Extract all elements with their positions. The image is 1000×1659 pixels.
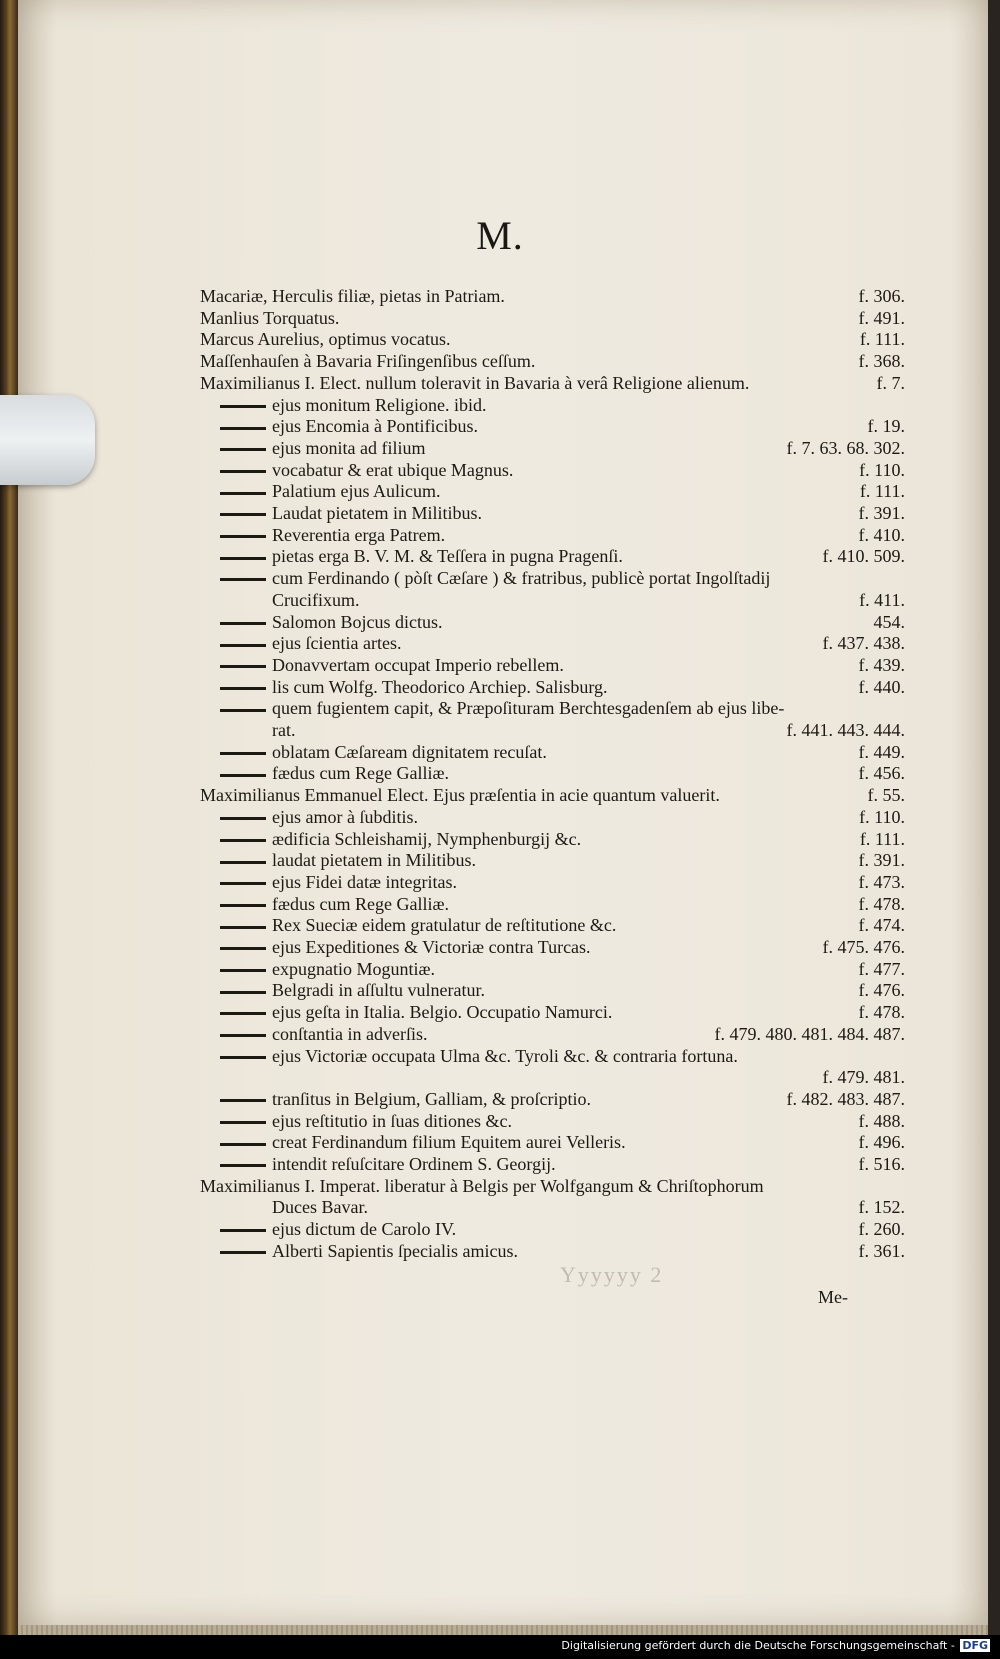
folio-reference: f. 110. <box>859 459 905 480</box>
entry-text: Maximilianus Emmanuel Elect. Ejus præſentia in acie quantum valuerit. <box>200 785 720 806</box>
index-entry <box>200 481 905 505</box>
folio-reference: f. 491. <box>858 307 905 328</box>
ditto-dash <box>220 665 266 668</box>
folio-reference: f. 473. <box>858 871 905 892</box>
footer-credit <box>561 1639 990 1652</box>
folio-reference: f. 488. <box>858 1110 905 1131</box>
ditto-dash <box>220 709 266 712</box>
ditto-dash <box>220 817 266 820</box>
folio-reference: f. 478. <box>858 893 905 914</box>
entry-text: Maximilianus I. Elect. nullum toleravit in Bavaria à verâ Religione alienum. <box>200 372 750 393</box>
folio-reference: f. 260. <box>858 1219 905 1240</box>
ditto-dash <box>220 882 266 885</box>
entry-text: Alberti Sapientis ſpecialis amicus. <box>272 1240 518 1261</box>
entry-text: cum Ferdinando ( pòſt Cæſare ) & fratribus, publicè portat Ingolſtadij <box>272 568 771 589</box>
index-entry <box>200 351 905 375</box>
index-entry <box>200 1002 905 1026</box>
folio-reference: f. 474. <box>858 915 905 936</box>
ditto-dash <box>220 470 266 473</box>
folio-reference: f. 410. 509. <box>822 546 905 567</box>
ditto-dash <box>220 535 266 538</box>
index-entry <box>200 1089 905 1113</box>
index-entry <box>200 503 905 527</box>
folio-reference: 454. <box>873 611 905 632</box>
entry-text: ejus Expeditiones & Victoriæ contra Turcas. <box>272 937 591 957</box>
folio-reference: f. 479. 481. <box>822 1067 905 1088</box>
ditto-dash <box>220 904 266 907</box>
dfg-logo: DFG <box>962 1639 988 1652</box>
entry-text: tranſitus in Belgium, Galliam, & proſcriptio. <box>272 1088 591 1109</box>
ditto-dash <box>220 1121 266 1124</box>
index-entry <box>200 612 905 636</box>
ditto-dash <box>220 405 266 408</box>
folio-reference: f. 152. <box>858 1197 905 1218</box>
entry-text: fædus cum Rege Galliæ. <box>272 763 449 784</box>
entry-text: ejus geſta in Italia. Belgio. Occupatio Namurci. <box>272 1002 613 1023</box>
entry-text: quem fugientem capit, & Præpoſituram Berchtesgadenſem ab ejus libe- <box>272 698 785 719</box>
folio-reference: f. 111. <box>859 828 905 849</box>
ditto-dash <box>220 492 266 495</box>
ditto-dash <box>220 644 266 647</box>
entry-text: Crucifixum. <box>272 589 360 610</box>
folio-reference: f. 391. <box>858 850 905 871</box>
index-entry <box>200 1241 905 1265</box>
entry-text: ejus monitum Religione. ibid. <box>272 394 487 415</box>
catchword: Me- <box>818 1287 848 1307</box>
ditto-dash <box>220 1143 266 1146</box>
entry-text: intendit reſuſcitare Ordinem S. Georgij. <box>272 1154 556 1174</box>
entry-text: Palatium ejus Aulicum. <box>272 481 441 502</box>
footer-bar <box>0 1635 1000 1659</box>
index-entry <box>200 329 905 353</box>
ditto-dash <box>220 1099 266 1102</box>
entry-text: ejus amor à ſubditis. <box>272 806 418 827</box>
index-entry <box>200 546 905 570</box>
folio-reference: f. 7. <box>876 372 905 393</box>
index-entry <box>200 894 905 918</box>
folio-reference: f. 441. 443. 444. <box>786 720 905 740</box>
index-entry <box>200 438 905 462</box>
entry-text: Macariæ, Herculis filiæ, pietas in Patriam. <box>200 286 505 306</box>
ditto-dash <box>220 774 266 777</box>
index-entry <box>200 1132 905 1156</box>
entry-text: Maſſenhauſen à Bavaria Friſingenſibus ceſſum. <box>200 351 536 372</box>
folio-reference: f. 449. <box>858 741 905 762</box>
entry-text: ejus Encomia à Pontificibus. <box>272 416 478 437</box>
folio-reference: f. 478. <box>858 1002 905 1023</box>
index-entry <box>200 655 905 679</box>
page-heading: M. <box>476 213 524 258</box>
index-entry <box>200 633 905 657</box>
index-entry <box>200 525 905 549</box>
ditto-dash <box>220 969 266 972</box>
entry-text: fædus cum Rege Galliæ. <box>272 893 449 914</box>
index-entry <box>200 677 905 701</box>
index-entry <box>200 1024 905 1048</box>
index-entry <box>200 373 905 397</box>
ditto-dash <box>220 427 266 430</box>
ditto-dash <box>220 578 266 581</box>
index-entry <box>200 872 905 896</box>
index-entry <box>200 590 905 614</box>
entry-text: ejus Fidei datæ integritas. <box>272 871 457 892</box>
footer-credit-text: Digitalisierung gefördert durch die Deutsche Forschungsgemeinschaft - <box>561 1639 955 1652</box>
index-entry <box>200 785 905 809</box>
index-entry <box>200 829 905 853</box>
index-entry <box>200 1219 905 1243</box>
index-entry <box>200 286 905 310</box>
folio-reference: f. 482. 483. 487. <box>786 1088 905 1109</box>
entry-text: ejus dictum de Carolo IV. <box>272 1219 457 1240</box>
ditto-dash <box>220 1229 266 1232</box>
index-entry <box>200 416 905 440</box>
folio-reference: f. 437. 438. <box>822 633 905 654</box>
folio-reference: f. 19. <box>867 416 905 437</box>
folio-reference: f. 439. <box>858 654 905 675</box>
ditto-dash <box>220 752 266 755</box>
folio-reference: f. 475. 476. <box>822 937 905 957</box>
ditto-dash <box>220 622 266 625</box>
entry-text: oblatam Cæſaream dignitatem recuſat. <box>272 741 547 762</box>
folio-reference: f. 111. <box>859 481 905 502</box>
index-entry <box>200 959 905 983</box>
ditto-dash <box>220 1034 266 1037</box>
ditto-dash <box>220 861 266 864</box>
entry-text: rat. <box>272 720 296 740</box>
entry-text: expugnatio Moguntiæ. <box>272 958 435 979</box>
entry-text: ejus ſcientia artes. <box>272 633 402 654</box>
bleed-through-signature: Yyyyyy 2 <box>560 1262 664 1287</box>
index-entry <box>200 980 905 1004</box>
index-entry <box>200 1154 905 1178</box>
ditto-dash <box>220 991 266 994</box>
index-entry <box>200 763 905 787</box>
index-entry <box>200 807 905 831</box>
folio-reference: f. 411. <box>859 589 905 610</box>
folio-reference: f. 110. <box>859 806 905 827</box>
entry-text: Rex Sueciæ eidem gratulatur de reſtitutione &c. <box>272 915 617 936</box>
entry-text: ejus Victoriæ occupata Ulma &c. Tyroli &c. & contraria fortuna. <box>272 1045 738 1066</box>
ditto-dash <box>220 839 266 842</box>
ditto-dash <box>220 1251 266 1254</box>
entry-text: Laudat pietatem in Militibus. <box>272 503 482 523</box>
index-entry <box>200 742 905 766</box>
index-entry <box>200 568 905 592</box>
index-entry <box>200 850 905 874</box>
page-stack-edge <box>18 1625 988 1635</box>
folio-reference: f. 476. <box>858 980 905 1001</box>
entry-text: Duces Bavar. <box>272 1197 368 1218</box>
scanner-clip <box>0 395 95 485</box>
entry-text: Marcus Aurelius, optimus vocatus. <box>200 329 451 350</box>
folio-reference: f. 391. <box>858 503 905 523</box>
entry-text: Maximilianus I. Imperat. liberatur à Belgis per Wolfgangum & Chriſtophorum <box>200 1175 764 1196</box>
index-entry <box>200 915 905 939</box>
folio-reference: f. 456. <box>858 763 905 784</box>
entry-text: creat Ferdinandum filium Equitem aurei Velleris. <box>272 1132 626 1153</box>
entry-text: Salomon Bojcus dictus. <box>272 611 443 632</box>
ditto-dash <box>220 947 266 950</box>
entry-text: conſtantia in adverſis. <box>272 1023 428 1044</box>
index-entry <box>200 1197 905 1221</box>
folio-reference: f. 440. <box>858 676 905 697</box>
folio-reference: f. 361. <box>858 1240 905 1261</box>
ditto-dash <box>220 448 266 451</box>
index-entry <box>200 698 905 722</box>
index-entry <box>200 395 905 419</box>
folio-reference: f. 477. <box>858 958 905 979</box>
ditto-dash <box>220 1164 266 1167</box>
entry-text: ædificia Schleishamij, Nymphenburgij &c. <box>272 828 582 849</box>
ditto-dash <box>220 1056 266 1059</box>
entry-text: ejus reſtitutio in ſuas ditiones &c. <box>272 1110 512 1131</box>
index-entry <box>200 1046 905 1070</box>
index-entry <box>200 1111 905 1135</box>
ditto-dash <box>220 926 266 929</box>
index-entry <box>200 308 905 332</box>
index-entry <box>200 460 905 484</box>
folio-reference: f. 410. <box>858 524 905 545</box>
entry-text: vocabatur & erat ubique Magnus. <box>272 459 514 480</box>
folio-reference: f. 496. <box>858 1132 905 1153</box>
ditto-dash <box>220 513 266 516</box>
index-entry <box>200 1067 905 1091</box>
entry-text: ejus monita ad filium <box>272 437 426 458</box>
ditto-dash <box>220 557 266 560</box>
index-entry <box>200 937 905 961</box>
entry-text: lis cum Wolfg. Theodorico Archiep. Salisburg. <box>272 676 608 697</box>
entry-text: Belgradi in aſſultu vulneratur. <box>272 980 485 1001</box>
ditto-dash <box>220 687 266 690</box>
folio-reference: f. 516. <box>858 1154 905 1174</box>
entry-text: Donavvertam occupat Imperio rebellem. <box>272 654 564 675</box>
entry-text: Manlius Torquatus. <box>200 307 340 328</box>
folio-reference: f. 306. <box>858 286 905 306</box>
entry-text: Reverentia erga Patrem. <box>272 524 446 545</box>
index-entry <box>200 720 905 744</box>
entry-text: laudat pietatem in Militibus. <box>272 850 476 871</box>
ditto-dash <box>220 1012 266 1015</box>
folio-reference: f. 368. <box>858 351 905 372</box>
entry-text: pietas erga B. V. M. & Teſſera in pugna Pragenſi. <box>272 546 623 567</box>
folio-reference: f. 7. 63. 68. 302. <box>786 437 905 458</box>
folio-reference: f. 111. <box>859 329 905 350</box>
folio-reference: f. 479. 480. 481. 484. 487. <box>714 1023 905 1044</box>
folio-reference: f. 55. <box>867 785 905 806</box>
index-entry <box>200 1176 905 1200</box>
